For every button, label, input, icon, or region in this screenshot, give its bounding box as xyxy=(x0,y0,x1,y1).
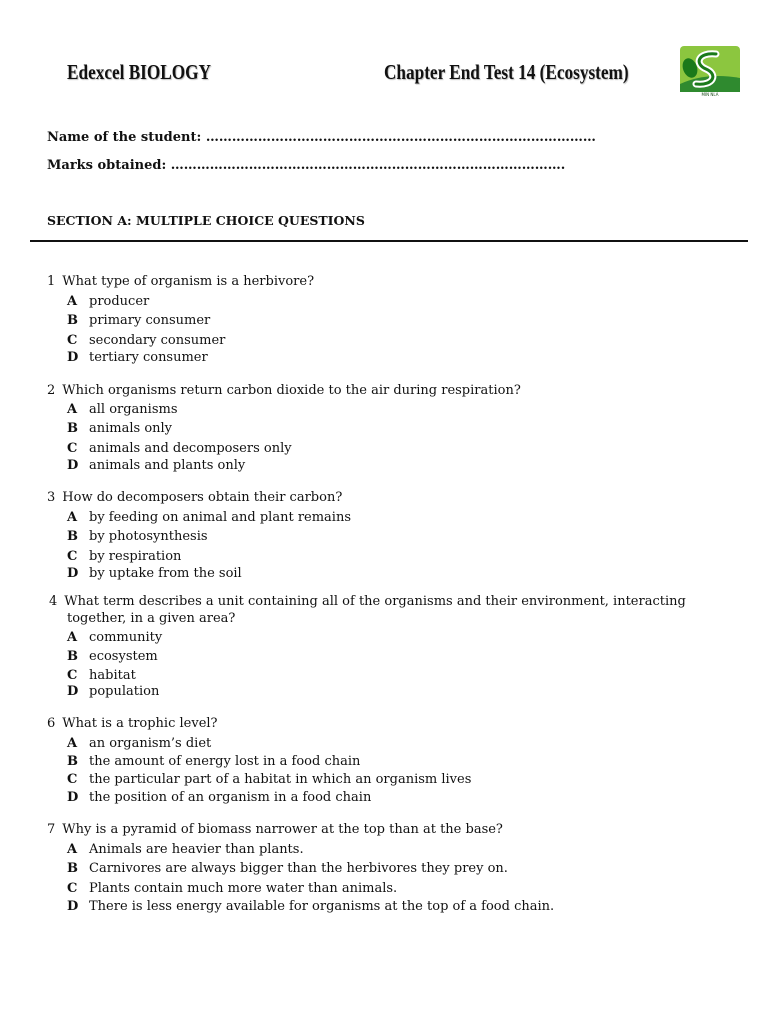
option-7b[interactable]: B Carnivores are always bigger than the herbivores they prey on. xyxy=(67,861,508,876)
option-2d[interactable]: D animals and plants only xyxy=(67,458,246,473)
option-4b[interactable]: B ecosystem xyxy=(67,649,158,664)
question-4-continued: together, in a given area? xyxy=(67,611,236,626)
logo-text: MIN NLA xyxy=(701,92,719,97)
question-1 xyxy=(47,274,314,289)
student-name-field: Name of the student: ……………………………………………………………………………… xyxy=(47,130,596,145)
marks-obtained-field: Marks obtained: ………………………………………………………………………………. xyxy=(47,158,566,173)
question-number: 7 xyxy=(47,822,56,837)
question-text: Why is a pyramid of biomass narrower at the top than at the base? xyxy=(62,822,503,837)
question-text: Which organisms return carbon dioxide to the air during respiration? xyxy=(62,383,521,398)
option-3b[interactable]: B by photosynthesis xyxy=(67,529,208,544)
option-7c[interactable]: C Plants contain much more water than animals. xyxy=(67,881,398,896)
question-text: What is a trophic level? xyxy=(62,716,218,731)
question-text: What term describes a unit containing all of the organisms and their environment, interacting xyxy=(64,594,686,609)
question-text: What type of organism is a herbivore? xyxy=(62,274,315,289)
question-3 xyxy=(47,490,342,505)
question-number: 6 xyxy=(47,716,56,731)
section-divider xyxy=(30,240,748,242)
option-2c[interactable]: C animals and decomposers only xyxy=(67,441,292,456)
option-1d[interactable]: D tertiary consumer xyxy=(67,350,208,365)
option-7a[interactable]: A Animals are heavier than plants. xyxy=(67,842,304,857)
option-4c[interactable]: C habitat xyxy=(67,668,136,683)
option-4a[interactable]: A community xyxy=(67,630,163,645)
option-1b[interactable]: B primary consumer xyxy=(67,313,211,328)
test-title: Chapter End Test 14 (Ecosystem) xyxy=(384,60,629,84)
question-text: How do decomposers obtain their carbon? xyxy=(62,490,343,505)
option-6d[interactable]: D the position of an organism in a food chain xyxy=(67,790,372,805)
option-3d[interactable]: D by uptake from the soil xyxy=(67,566,242,581)
option-3c[interactable]: C by respiration xyxy=(67,549,182,564)
option-4d[interactable]: D population xyxy=(67,684,160,699)
subject-title: Edexcel BIOLOGY xyxy=(67,60,211,84)
option-6c[interactable]: C the particular part of a habitat in which an organism lives xyxy=(67,772,472,787)
option-6a[interactable]: A an organism’s diet xyxy=(67,736,212,751)
option-3a[interactable]: A by feeding on animal and plant remains xyxy=(67,510,352,525)
option-2a[interactable]: A all organisms xyxy=(67,402,178,417)
question-number: 4 xyxy=(49,594,58,609)
option-6b[interactable]: B the amount of energy lost in a food chain xyxy=(67,754,361,769)
question-4 xyxy=(49,594,686,609)
question-number: 3 xyxy=(47,490,56,505)
question-number: 2 xyxy=(47,383,56,398)
option-1a[interactable]: A producer xyxy=(67,294,150,309)
question-number: 1 xyxy=(47,274,56,289)
option-1c[interactable]: C secondary consumer xyxy=(67,333,226,348)
question-7 xyxy=(47,822,503,837)
question-6 xyxy=(47,716,218,731)
section-a-title: SECTION A: MULTIPLE CHOICE QUESTIONS xyxy=(47,213,365,228)
school-logo xyxy=(676,44,742,98)
option-2b[interactable]: B animals only xyxy=(67,421,173,436)
question-2 xyxy=(47,383,521,398)
option-7d[interactable]: D There is less energy available for organisms at the top of a food chain. xyxy=(67,899,555,914)
